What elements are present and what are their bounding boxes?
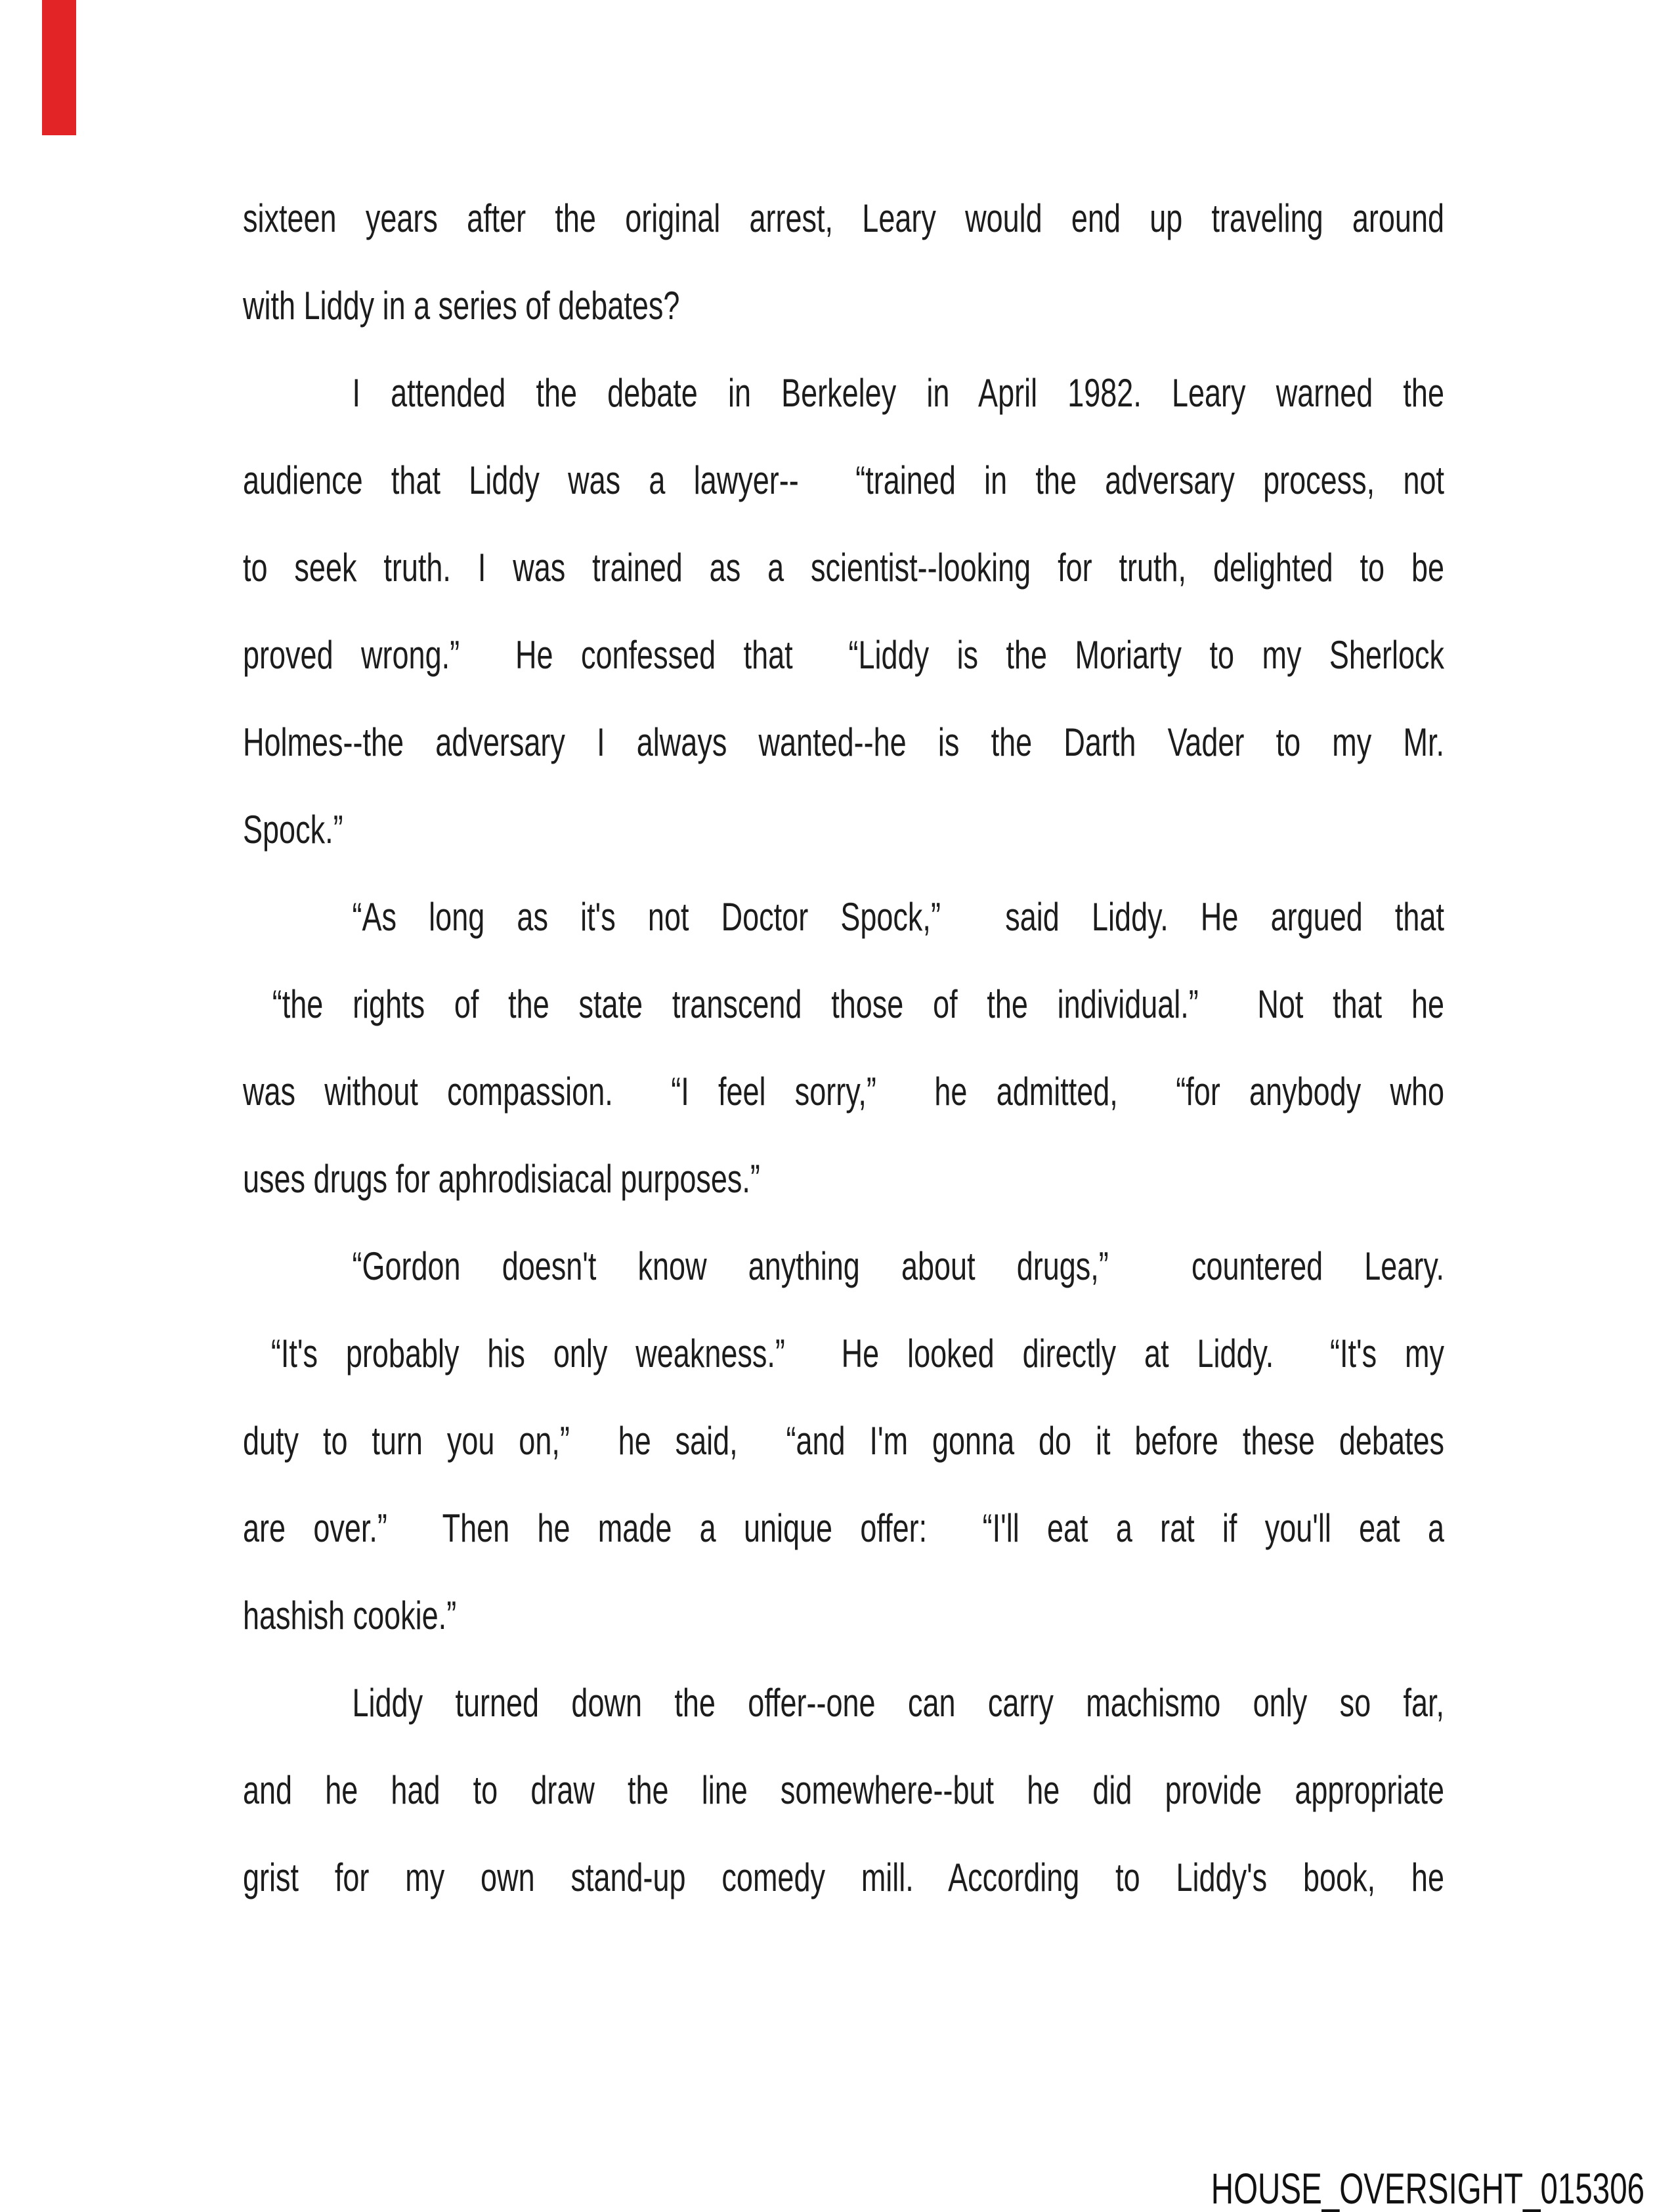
text-line: grist for my own stand-up comedy mill. According to Liddy's book, he bbox=[243, 1855, 1444, 1899]
text-line: duty to turn you on,” he said, “and I'm gonna do it before these debates bbox=[243, 1419, 1444, 1463]
text-line: “As long as it's not Doctor Spock,” said Liddy. He argued that bbox=[352, 895, 1444, 939]
text-line: with Liddy in a series of debates? bbox=[243, 284, 680, 328]
text-line: Liddy turned down the offer--one can carry machismo only so far, bbox=[352, 1681, 1444, 1725]
red-margin-mark bbox=[42, 0, 76, 135]
text-line: “Gordon doesn't know anything about drugs,” countered Leary. bbox=[352, 1244, 1444, 1288]
text-line: “It's probably his only weakness.” He looked directly at Liddy. “It's my bbox=[243, 1332, 1444, 1376]
text-line: hashish cookie.” bbox=[243, 1594, 457, 1637]
text-line: are over.” Then he made a unique offer: “I'll eat a rat if you'll eat a bbox=[243, 1506, 1444, 1550]
text-line: to seek truth. I was trained as a scientist--looking for truth, delighted to be bbox=[243, 546, 1444, 590]
text-line: uses drugs for aphrodisiacal purposes.” bbox=[243, 1157, 760, 1201]
text-line: I attended the debate in Berkeley in April 1982. Leary warned the bbox=[352, 371, 1444, 415]
bates-number: HOUSE_OVERSIGHT_015306 bbox=[1211, 2164, 1644, 2212]
text-line: Holmes--the adversary I always wanted--he is the Darth Vader to my Mr. bbox=[243, 720, 1444, 764]
text-line: sixteen years after the original arrest, Leary would end up traveling around bbox=[243, 196, 1444, 240]
text-line: Spock.” bbox=[243, 808, 343, 852]
text-line: and he had to draw the line somewhere--but he did provide appropriate bbox=[243, 1768, 1444, 1812]
text-line: proved wrong.” He confessed that “Liddy is the Moriarty to my Sherlock bbox=[243, 633, 1444, 677]
body-text bbox=[243, 175, 1444, 1921]
text-line: was without compassion. “I feel sorry,” he admitted, “for anybody who bbox=[243, 1070, 1444, 1114]
text-line: “the rights of the state transcend those of the individual.” Not that he bbox=[243, 982, 1444, 1026]
text-line: audience that Liddy was a lawyer-- “trained in the adversary process, not bbox=[243, 458, 1444, 502]
